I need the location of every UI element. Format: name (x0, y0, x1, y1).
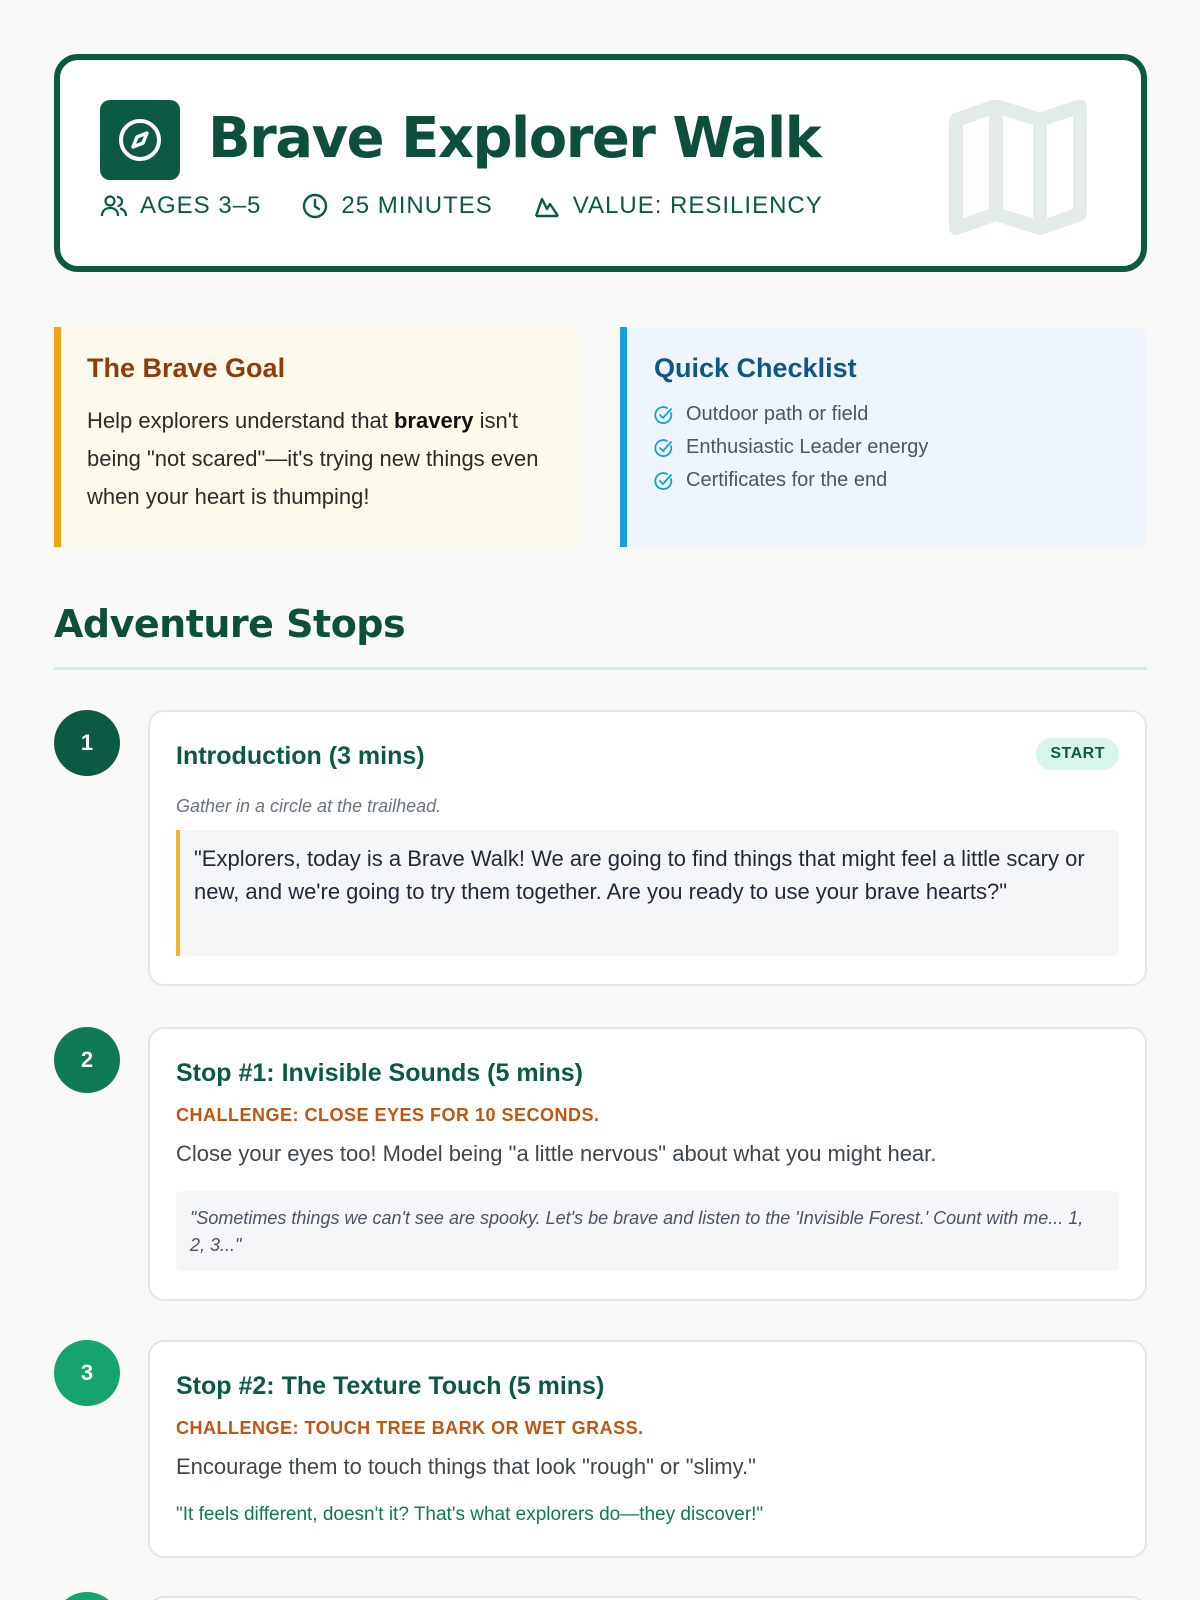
meta-duration (301, 192, 492, 220)
stop-number-badge-next (54, 1592, 120, 1600)
stop-card-next (148, 1596, 1147, 1600)
status-badge: START (1036, 738, 1119, 770)
leader-script-quote: "Explorers, today is a Brave Walk! We are going to find things that might feel a little scary or new, and we're going to try them together. Are you ready to use your brave hearts?" (176, 830, 1119, 956)
mountain-icon (533, 192, 561, 220)
checklist-title: Quick Checklist (654, 353, 857, 383)
leader-script-quote: "Sometimes things we can't see are spooky. Let's be brave and listen to the 'Invisible Forest.' Count with me... 1, 2, 3..." (176, 1191, 1119, 1271)
leader-script-quote: "It feels different, doesn't it? That's what explorers do—they discover!" (176, 1504, 764, 1525)
check-circle-icon (654, 438, 674, 458)
meta-label: 25 MINUTES (341, 192, 493, 219)
checklist-item-label: Enthusiastic Leader energy (686, 436, 929, 458)
goal-text: Help explorers understand that bravery isn't being "not scared"—it's trying new things even when your heart is thumping! (87, 408, 539, 509)
meta-label: VALUE: RESILIENCY (572, 192, 823, 219)
meta-value (533, 192, 823, 220)
stop-number-badge: 2 (54, 1027, 120, 1093)
page-title: Brave Explorer Walk (208, 106, 821, 171)
checklist-item-label: Outdoor path or field (686, 403, 869, 425)
stop-note: Gather in a circle at the trailhead. (176, 796, 442, 816)
check-circle-icon (654, 471, 674, 491)
quick-checklist-box (620, 327, 1147, 547)
checklist-item (654, 464, 1121, 497)
meta-label: AGES 3–5 (140, 192, 262, 219)
section-title: Adventure Stops (54, 602, 406, 646)
section-divider (54, 667, 1147, 670)
stop-number-badge: 3 (54, 1340, 120, 1406)
stop-description: Encourage them to touch things that look "rough" or "slimy." (176, 1454, 756, 1479)
meta-row (100, 192, 863, 220)
stop-number-badge: 1 (54, 710, 120, 776)
check-circle-icon (654, 405, 674, 425)
challenge-label: CHALLENGE: CLOSE EYES FOR 10 SECONDS. (176, 1105, 600, 1125)
stop-title: Introduction (3 mins) (176, 742, 425, 770)
challenge-label: CHALLENGE: TOUCH TREE BARK OR WET GRASS. (176, 1418, 644, 1438)
stop-title: Stop #2: The Texture Touch (5 mins) (176, 1372, 605, 1400)
compass-icon (100, 100, 180, 180)
goal-title: The Brave Goal (87, 353, 286, 383)
stop-title: Stop #1: Invisible Sounds (5 mins) (176, 1059, 584, 1087)
stop-card-invisible-sounds (148, 1027, 1147, 1301)
users-icon (100, 192, 128, 220)
brave-goal-box (54, 327, 579, 547)
map-icon (948, 100, 1088, 236)
header-card (54, 54, 1147, 272)
goal-emphasis: bravery (393, 408, 474, 433)
meta-ages (100, 192, 261, 220)
checklist-item (654, 398, 1121, 431)
stop-card-introduction (148, 710, 1147, 986)
stop-description: Close your eyes too! Model being "a little nervous" about what you might hear. (176, 1141, 937, 1166)
checklist (654, 398, 1121, 497)
checklist-item-label: Certificates for the end (686, 469, 888, 491)
clock-icon (301, 192, 329, 220)
checklist-item (654, 431, 1121, 464)
stop-card-texture-touch (148, 1340, 1147, 1558)
